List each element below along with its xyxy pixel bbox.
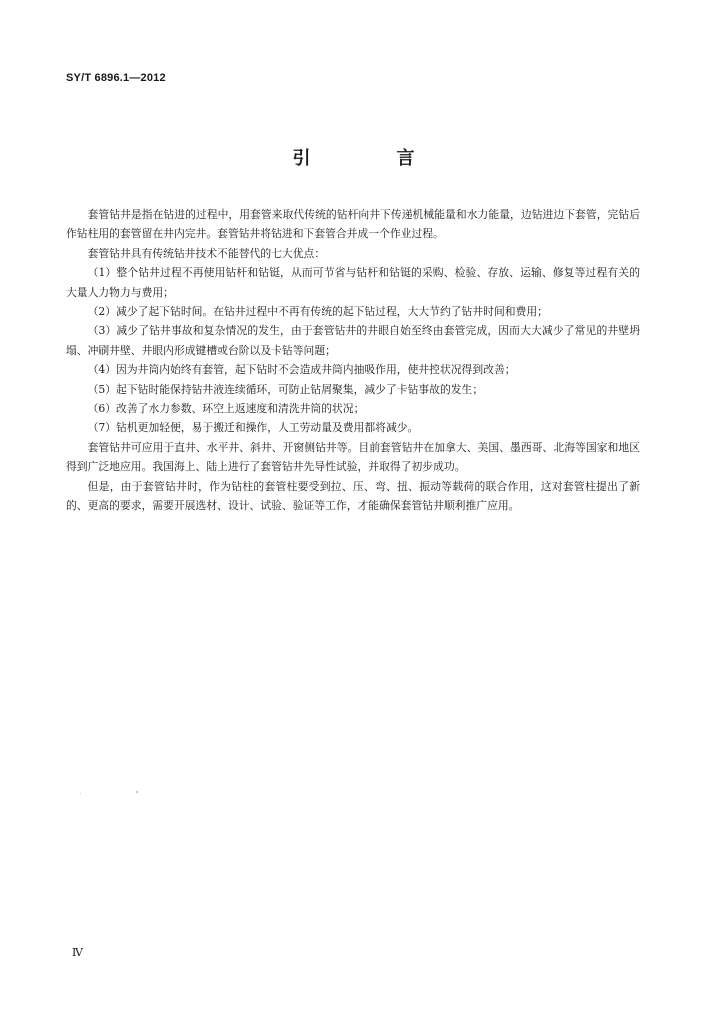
body-text bbox=[66, 205, 640, 516]
paragraph-applications: 套管钻井可应用于直井、水平井、斜井、开窗侧钻井等。目前套管钻井在加拿大、美国、墨西哥、北海等国家和地区得到广泛地应用。我国海上、陆上进行了套管钻井先导性试验，并取得了初步成功。 bbox=[66, 440, 640, 474]
list-item-advantage-2: （2）减少了起下钻时间。在钻井过程中不再有传统的起下钻过程，大大节约了钻井时间和费用； bbox=[87, 305, 548, 319]
paragraph-requirements: 但是，由于套管钻井时，作为钻柱的套管柱要受到拉、压、弯、扭、振动等载荷的联合作用，这对套管柱提出了新的、更高的要求，需要开展选材、设计、试验、验证等工作，才能确保套管钻井顺利推广应用。 bbox=[66, 479, 640, 513]
list-item-advantage-7: （7）钻机更加轻便，易于搬迁和操作，人工劳动量及费用都将减少。 bbox=[87, 421, 419, 435]
list-item-advantage-1: （1）整个钻井过程不再使用钻杆和钻铤，从而可节省与钻杆和钻铤的采购、检验、存放、运输、修复等过程有关的大量人力物力与费用； bbox=[66, 266, 640, 299]
standard-code: SY/T 6896.1—2012 bbox=[66, 72, 166, 84]
paragraph-advantages-lead: 套管钻井具有传统钻井技术不能替代的七大优点： bbox=[87, 246, 326, 260]
list-item-advantage-3: （3）减少了钻井事故和复杂情况的发生，由于套管钻井的井眼自始至终由套管完成，因而大大减少了常见的井壁坍塌、冲刷井壁、井眼内形成键槽或台阶以及卡钻等问题； bbox=[66, 324, 640, 357]
list-item-advantage-5: （5）起下钻时能保持钻井液连续循环，可防止钻屑聚集，减少了卡钻事故的发生； bbox=[87, 382, 484, 396]
page-title: 引 言 bbox=[292, 148, 449, 169]
scan-speck bbox=[80, 793, 81, 794]
paragraph-intro: 套管钻井是指在钻进的过程中，用套管来取代传统的钻杆向井下传递机械能量和水力能量，边钻进边下套管，完钻后作钻柱用的套管留在井内完井。套管钻井将钻进和下套管合并成一个作业过程。 bbox=[66, 208, 640, 241]
page-number: Ⅳ bbox=[72, 946, 83, 959]
list-item-advantage-4: （4）因为井筒内始终有套管，起下钻时不会造成井筒内抽吸作用，使井控状况得到改善； bbox=[87, 363, 516, 377]
list-item-advantage-6: （6）改善了水力参数、环空上返速度和清洗井筒的状况； bbox=[87, 402, 365, 416]
scan-speck bbox=[136, 791, 138, 793]
